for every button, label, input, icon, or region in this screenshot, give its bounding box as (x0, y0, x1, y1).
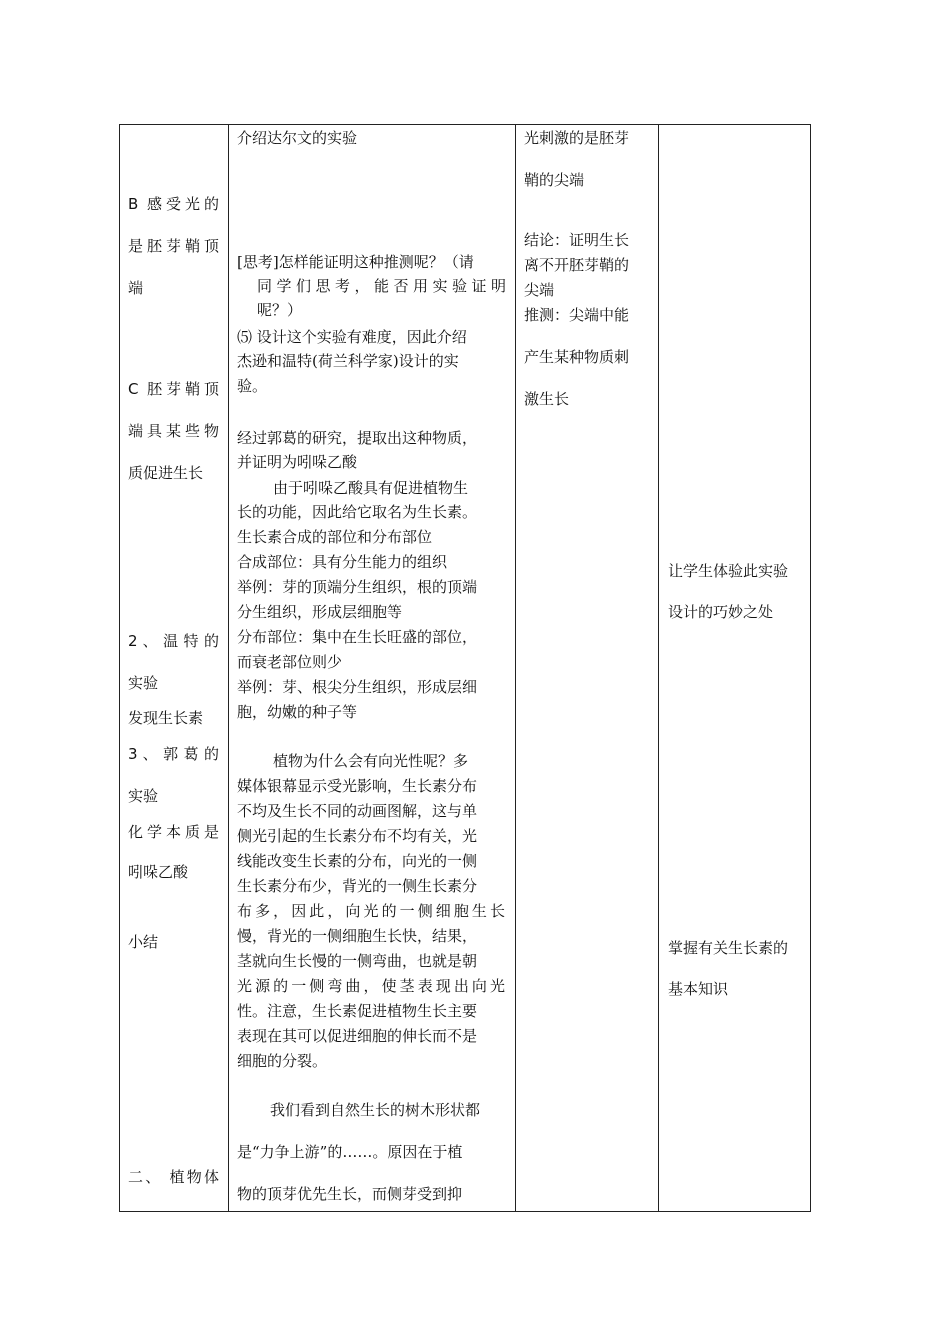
topic-summary: 小结 (128, 933, 159, 951)
topic-b: 端 (128, 279, 144, 297)
topic-c: 端具某些物 (128, 422, 219, 440)
content-line: ⑸ 设计这个实验有难度，因此介绍 (237, 328, 467, 346)
intent-line: 基本知识 (668, 980, 729, 998)
content-line: 举例：芽的顶端分生组织，根的顶端 (237, 578, 478, 596)
content-line: 胞，幼嫩的种子等 (237, 703, 358, 721)
content-line: 是“力争上游”的……。原因在于植 (237, 1143, 463, 1161)
content-line: 物的顶芽优先生长，而侧芽受到抑 (237, 1185, 463, 1203)
content-line: 表现在其可以促进细胞的伸长而不是 (237, 1027, 478, 1045)
topic-part-two: 二、 植物体 (128, 1168, 219, 1186)
content-line: 杰逊和温特(荷兰科学家)设计的实 (237, 352, 459, 370)
content-line: 细胞的分裂。 (237, 1052, 328, 1070)
content-line: 呢？） (257, 301, 303, 319)
activity-line: 离不开胚芽鞘的 (524, 256, 630, 274)
content-line: 介绍达尔文的实验 (237, 129, 358, 147)
content-line: 生长素分布少，背光的一侧生长素分 (237, 877, 478, 895)
topic-went-experiment: 实验 (128, 674, 159, 692)
content-line: 同学们思考，能否用实验证明 (257, 277, 506, 295)
column-divider (658, 125, 659, 1211)
content-line: 合成部位：具有分生能力的组织 (237, 553, 448, 571)
content-line: 我们看到自然生长的树木形状都 (270, 1101, 481, 1119)
content-line: [思考]怎样能证明这种推测呢？（请 (237, 253, 474, 271)
content-line: 光源的一侧弯曲，使茎表现出向光 (237, 977, 505, 995)
content-line: 举例：芽、根尖分生组织，形成层细 (237, 678, 478, 696)
activity-line: 推测：尖端中能 (524, 306, 630, 324)
activity-line: 结论：证明生长 (524, 231, 630, 249)
topic-b: 是胚芽鞘顶 (128, 237, 219, 255)
intent-line: 设计的巧妙之处 (668, 603, 774, 621)
content-line: 长的功能，因此给它取名为生长素。 (237, 503, 478, 521)
content-line: 侧光引起的生长素分布不均有关，光 (237, 827, 478, 845)
topic-c: 质促进生长 (128, 464, 204, 482)
intent-line: 让学生体验此实验 (668, 562, 789, 580)
content-line: 验。 (237, 377, 268, 395)
intent-line: 掌握有关生长素的 (668, 939, 789, 957)
activity-line: 产生某种物质刺 (524, 348, 630, 366)
content-line: 而衰老部位则少 (237, 653, 343, 671)
content-line: 分布部位：集中在生长旺盛的部位， (237, 628, 478, 646)
activity-line: 鞘的尖端 (524, 171, 585, 189)
topic-kogl-experiment: 3 、 郭 葛 的 (128, 745, 219, 763)
content-line: 由于吲哚乙酸具有促进植物生 (273, 479, 469, 497)
content-line: 性。注意，生长素促进植物生长主要 (237, 1002, 478, 1020)
content-line: 线能改变生长素的分布，向光的一侧 (237, 852, 478, 870)
content-line: 媒体银幕显示受光影响，生长素分布 (237, 777, 478, 795)
activity-line: 激生长 (524, 390, 570, 408)
content-line: 布多，因此，向光的一侧细胞生长 (237, 902, 505, 920)
content-line: 不均及生长不同的动画图解，这与单 (237, 802, 478, 820)
content-line: 生长素合成的部位和分布部位 (237, 528, 433, 546)
topic-kogl-experiment: 实验 (128, 787, 159, 805)
content-line: 慢，背光的一侧细胞生长快，结果， (237, 927, 478, 945)
topic-kogl-experiment: 吲哚乙酸 (128, 863, 189, 881)
activity-line: 尖端 (524, 281, 555, 299)
content-line: 植物为什么会有向光性呢？多 (273, 752, 469, 770)
topic-kogl-experiment: 化学本质是 (128, 823, 219, 841)
topic-went-experiment: 发现生长素 (128, 709, 204, 727)
column-divider (228, 125, 229, 1211)
activity-line: 光刺激的是胚芽 (524, 129, 630, 147)
column-divider (515, 125, 516, 1211)
content-line: 分生组织，形成层细胞等 (237, 603, 403, 621)
topic-b: B 感受光的 (128, 195, 219, 213)
topic-went-experiment: 2 、 温 特 的 (128, 632, 219, 650)
content-line: 经过郭葛的研究，提取出这种物质， (237, 429, 478, 447)
content-line: 茎就向生长慢的一侧弯曲，也就是朝 (237, 952, 478, 970)
content-line: 并证明为吲哚乙酸 (237, 453, 358, 471)
topic-c: C 胚芽鞘顶 (128, 380, 219, 398)
